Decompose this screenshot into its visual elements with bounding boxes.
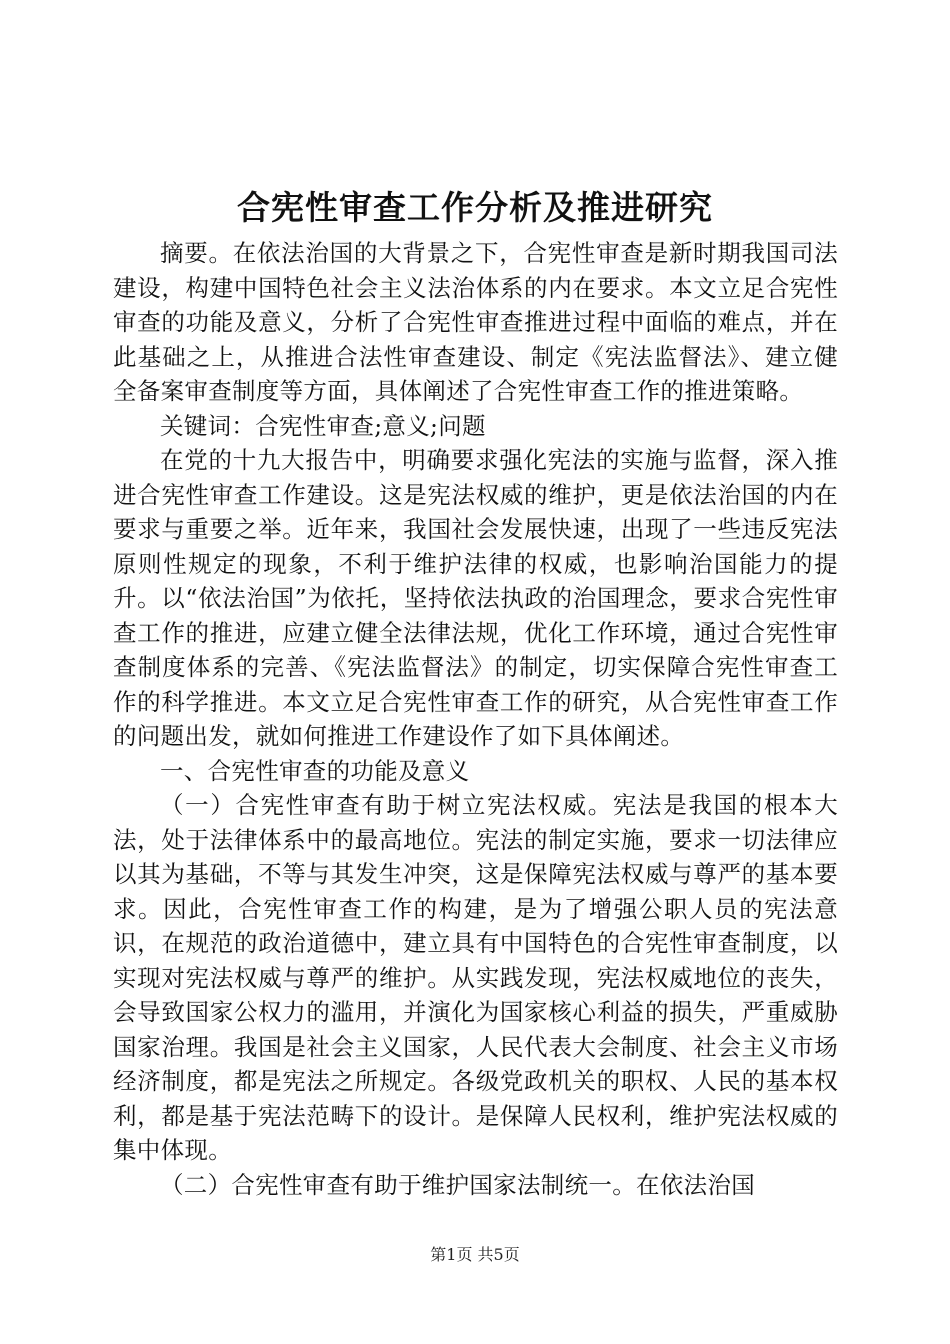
document-body [113,236,838,1202]
page-footer: 第1页 共5页 [430,1245,520,1264]
subsection-paragraph-2: （二）合宪性审查有助于维护国家法制统一。在依法治国 [160,1170,755,1199]
document-title: 合宪性审查工作分析及推进研究 [237,188,713,227]
keywords-paragraph: 关键词：合宪性审查;意义;问题 [160,411,486,440]
subsection-paragraph-1: （一）合宪性审查有助于树立宪法权威。宪法是我国的根本大法，处于法律体系中的最高地位。宪法的制定实施，要求一切法律应以其为基础，不等与其发生冲突，这是保障宪法权威与尊严的基本要求。因此，合宪性审查工作的构建，是为了增强公职人员的宪法意识，在规范的政治道德中，建立具有中国特色的合宪性审查制度，以实现对宪法权威与尊严的维护。从实践发现，宪法权威地位的丧失，会导致国家公权力的滥用，并演化为国家核心利益的损失，严重威胁国家治理。我国是社会主义国家，人民代表大会制度、社会主义市场经济制度，都是宪法之所规定。各级党政机关的职权、人民的基本权利，都是基于宪法范畴下的设计。是保障人民权利，维护宪法权威的集中体现。 [113,791,838,1164]
intro-paragraph: 在党的十九大报告中，明确要求强化宪法的实施与监督，深入推进合宪性审查工作建设。这是宪法权威的维护，更是依法治国的内在要求与重要之举。近年来，我国社会发展快速，出现了一些违反宪法原则性规定的现象，不利于维护法律的权威，也影响治国能力的提升。以“依法治国”为依托，坚持依法执政的治国理念，要求合宪性审查工作的推进，应建立健全法律法规，优化工作环境，通过合宪性审查制度体系的完善、《宪法监督法》的制定，切实保障合宪性审查工作的科学推进。本文立足合宪性审查工作的研究，从合宪性审查工作的问题出发，就如何推进工作建设作了如下具体阐述。 [113,446,838,750]
abstract-paragraph: 摘要。在依法治国的大背景之下，合宪性审查是新时期我国司法建设，构建中国特色社会主义法治体系的内在要求。本文立足合宪性审查的功能及意义，分析了合宪性审查推进过程中面临的难点，并在此基础之上，从推进合法性审查建设、制定《宪法监督法》、建立健全备案审查制度等方面，具体阐述了合宪性审查工作的推进策略。 [113,239,838,405]
section-heading-1: 一、合宪性审查的功能及意义 [160,756,470,785]
